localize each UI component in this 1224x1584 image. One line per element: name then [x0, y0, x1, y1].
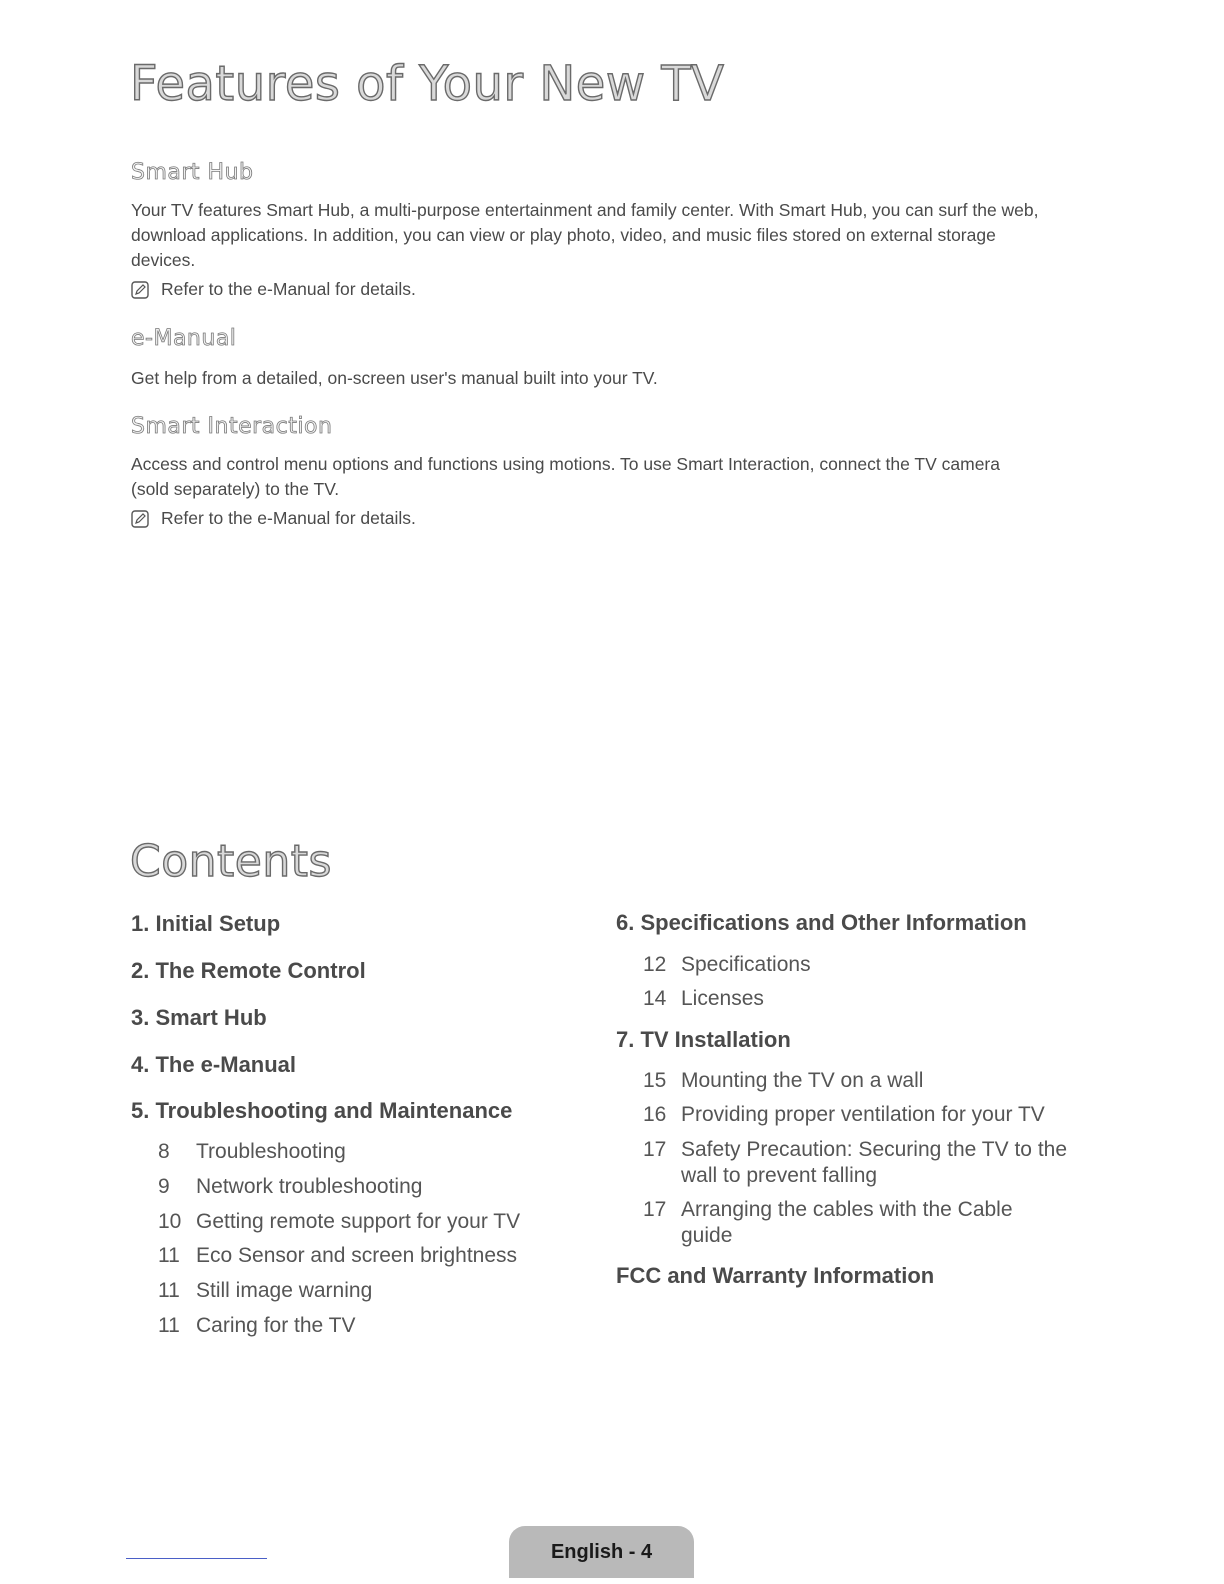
toc-entry-page: 16: [643, 1103, 667, 1126]
toc-section-emanual[interactable]: 4. The e-Manual: [131, 1052, 297, 1077]
toc-entry-text: Licenses: [681, 987, 764, 1010]
smart-interaction-body: Access and control menu options and functions using motions. To use Smart Interaction, connect the TV camera (sold separately) to the TV.: [131, 454, 1000, 499]
smart-hub-note: [131, 277, 416, 302]
toc-entry-text: Network troubleshooting: [196, 1175, 423, 1198]
toc-section-troubleshooting[interactable]: 5. Troubleshooting and Maintenance: [131, 1098, 513, 1123]
toc-entry-text: Caring for the TV: [196, 1314, 356, 1337]
toc-entry-page: 17: [643, 1198, 667, 1221]
note-pencil-icon: [131, 510, 149, 528]
smart-interaction-note: [131, 506, 416, 531]
toc-entry-text: Mounting the TV on a wall: [681, 1069, 924, 1092]
toc-section-remote-control[interactable]: 2. The Remote Control: [131, 958, 366, 983]
features-title: Features of Your New TV: [130, 56, 725, 112]
toc-entry-page: 12: [643, 953, 667, 976]
smart-hub-note-text: Refer to the e-Manual for details.: [161, 279, 416, 299]
toc-section-tv-installation[interactable]: 7. TV Installation: [616, 1027, 791, 1052]
footer-divider: [126, 1558, 267, 1559]
toc-entry-text: Eco Sensor and screen brightness: [196, 1244, 518, 1267]
toc-entry-page: 17: [643, 1138, 667, 1161]
toc-entry-text: Providing proper ventilation for your TV: [681, 1103, 1045, 1126]
toc-entry-page: 8: [158, 1140, 170, 1163]
page-number-badge: English - 4: [509, 1526, 694, 1578]
toc-entry-text: Arranging the cables with the Cable guide: [681, 1198, 1013, 1247]
toc-entry-text: Troubleshooting: [196, 1140, 346, 1163]
note-pencil-icon: [131, 281, 149, 299]
smart-interaction-note-text: Refer to the e-Manual for details.: [161, 508, 416, 528]
toc-entry-page: 14: [643, 987, 667, 1010]
toc-entry-page: 10: [158, 1210, 182, 1233]
toc-section-specifications[interactable]: 6. Specifications and Other Information: [616, 910, 1027, 935]
toc-section-initial-setup[interactable]: 1. Initial Setup: [131, 911, 281, 936]
toc-entry-text: Getting remote support for your TV: [196, 1210, 521, 1233]
contents-title: Contents: [130, 836, 332, 887]
toc-entry-page: 11: [158, 1244, 180, 1267]
emanual-body: Get help from a detailed, on-screen user's manual built into your TV.: [131, 368, 658, 388]
toc-section-smart-hub[interactable]: 3. Smart Hub: [131, 1005, 267, 1030]
toc-section-fcc-warranty[interactable]: FCC and Warranty Information: [616, 1263, 935, 1288]
toc-entry-text: Still image warning: [196, 1279, 373, 1302]
toc-entry-text: Safety Precaution: Securing the TV to the wall to prevent falling: [681, 1138, 1068, 1187]
smart-hub-body: Your TV features Smart Hub, a multi-purpose entertainment and family center. With Smart Hub, you can surf the web, download applications. In addition, you can view or play photo, video, and music files stored on external storage devices.: [131, 200, 1039, 270]
emanual-heading: e-Manual: [131, 326, 237, 351]
toc-entry-page: 15: [643, 1069, 667, 1092]
toc-entry-page: 11: [158, 1314, 180, 1337]
toc-entry-page: 9: [158, 1175, 170, 1198]
toc-entry-page: 11: [158, 1279, 180, 1302]
toc-entry-text: Specifications: [681, 953, 811, 976]
smart-interaction-heading: Smart Interaction: [131, 414, 333, 439]
smart-hub-heading: Smart Hub: [131, 160, 254, 185]
